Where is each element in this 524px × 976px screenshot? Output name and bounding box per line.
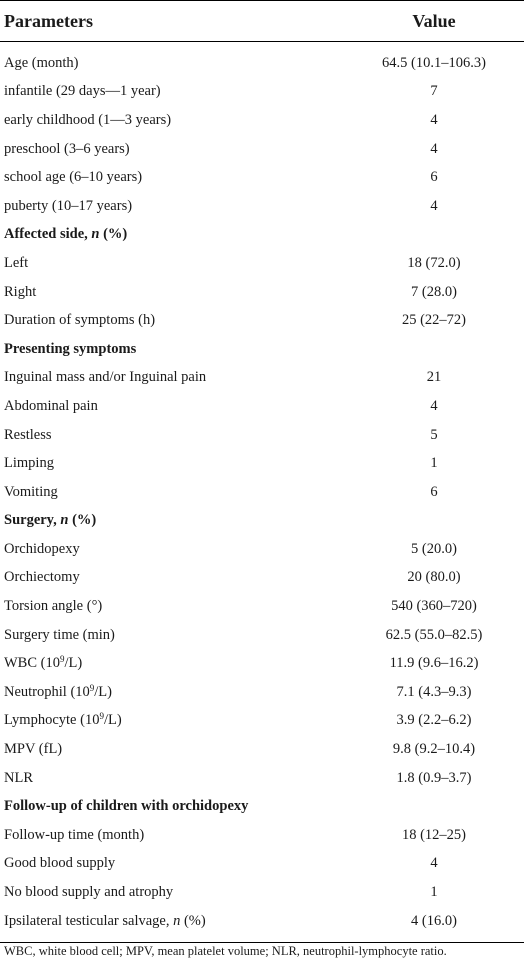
row-value: 1 [430, 884, 438, 901]
header-value: Value [412, 10, 456, 31]
row-label-text: Limping [4, 455, 54, 472]
row-label-tail: /L) [103, 712, 122, 729]
row-value: 18 (72.0) [407, 254, 461, 271]
row-label [0, 398, 344, 415]
row-label [0, 741, 344, 758]
row-label [0, 598, 344, 615]
row-label-text: Follow-up time (month) [4, 826, 145, 843]
row-value: 20 (80.0) [407, 569, 461, 586]
row-label-italic: n [91, 226, 100, 243]
row-value: 4 [430, 111, 438, 128]
row-label-italic: n [60, 512, 69, 529]
row-label [0, 770, 344, 787]
row-label-text: Restless [4, 426, 52, 443]
section-header-row [0, 507, 524, 536]
row-label [0, 569, 344, 586]
section-header-row [0, 221, 524, 250]
row-label-tail: (%) [68, 512, 97, 529]
row-label-text: Abdominal pain [4, 397, 98, 414]
row-label [0, 798, 344, 815]
row-label [0, 855, 344, 872]
row-label-text: Presenting symptoms [4, 340, 137, 357]
row-value: 21 [426, 369, 442, 386]
table-row [0, 592, 524, 621]
row-label-text: puberty (10–17 years) [4, 197, 133, 214]
row-label-superscript: 9 [89, 682, 95, 693]
table-row [0, 364, 524, 393]
table-row [0, 49, 524, 78]
table-row [0, 907, 524, 936]
row-label [0, 627, 344, 644]
table-row [0, 306, 524, 335]
row-label-text: Vomiting [4, 483, 58, 500]
row-value: 1 [430, 455, 438, 472]
table-row [0, 392, 524, 421]
row-label [0, 112, 344, 129]
row-label-text: MPV (fL) [4, 741, 63, 758]
row-label-text: Orchiectomy [4, 569, 80, 586]
row-label [0, 712, 344, 729]
table-row [0, 621, 524, 650]
table-row [0, 449, 524, 478]
row-value: 4 [430, 140, 438, 157]
row-label [0, 341, 344, 358]
row-value: 5 (20.0) [411, 540, 457, 557]
row-label [0, 827, 344, 844]
row-label-text: Neutrophil (10 [4, 683, 90, 700]
row-label [0, 255, 344, 272]
section-header-row [0, 335, 524, 364]
row-label [0, 55, 344, 72]
row-value: 18 (12–25) [401, 826, 467, 843]
row-label-text: Surgery time (min) [4, 626, 115, 643]
table-row [0, 106, 524, 135]
row-label [0, 83, 344, 100]
row-label-text: Ipsilateral testicular salvage, [4, 912, 174, 929]
row-value: 3.9 (2.2–6.2) [396, 712, 472, 729]
table-row [0, 707, 524, 736]
row-label [0, 655, 344, 672]
row-label [0, 455, 344, 472]
table-row [0, 850, 524, 879]
row-label-text: Good blood supply [4, 855, 116, 872]
row-label [0, 427, 344, 444]
row-label-superscript: 9 [99, 711, 104, 722]
row-label [0, 226, 344, 243]
table-row [0, 564, 524, 593]
table-row [0, 478, 524, 507]
row-label-text: school age (6–10 years) [4, 169, 143, 186]
row-label-text: preschool (3–6 years) [4, 140, 130, 157]
row-label-text: NLR [4, 769, 33, 786]
row-label-text: infantile (29 days—1 year) [4, 83, 161, 100]
row-value: 11.9 (9.6–16.2) [389, 655, 479, 672]
row-label-text: WBC (10 [4, 655, 60, 672]
row-label-text: No blood supply and atrophy [4, 884, 174, 901]
row-label-tail: /L) [64, 655, 83, 672]
row-label [0, 141, 344, 158]
row-label [0, 884, 344, 901]
row-label-text: Left [4, 254, 29, 271]
row-label-text: Torsion angle (°) [4, 598, 103, 615]
row-label [0, 484, 344, 501]
row-value: 540 (360–720) [391, 598, 477, 615]
row-value: 9.8 (9.2–10.4) [392, 741, 476, 758]
row-value: 4 (16.0) [411, 912, 457, 929]
table-row [0, 821, 524, 850]
row-value: 6 [430, 169, 438, 186]
table-row [0, 649, 524, 678]
table-row [0, 878, 524, 907]
row-label [0, 369, 344, 386]
row-label-tail: (%) [180, 912, 206, 929]
row-label-tail: (%) [99, 226, 128, 243]
row-value: 7.1 (4.3–9.3) [396, 683, 472, 700]
row-value: 4 [430, 397, 438, 414]
table-body [0, 42, 524, 935]
row-value: 7 (28.0) [411, 283, 457, 300]
row-label-superscript: 9 [59, 654, 65, 665]
row-value: 5 [430, 426, 438, 443]
row-value: 62.5 (55.0–82.5) [385, 626, 483, 643]
table-row [0, 78, 524, 107]
table-row [0, 735, 524, 764]
row-label-text: Duration of symptoms (h) [4, 312, 156, 329]
row-value: 6 [430, 483, 438, 500]
table-row [0, 163, 524, 192]
section-header-row [0, 792, 524, 821]
row-label [0, 312, 344, 329]
row-label [0, 198, 344, 215]
row-label-text: Orchidopexy [4, 540, 80, 557]
table-row [0, 135, 524, 164]
table-row [0, 192, 524, 221]
row-label-text: Age (month) [4, 54, 79, 71]
row-label-text: Inguinal mass and/or Inguinal pain [4, 369, 207, 386]
row-value: 25 (22–72) [401, 312, 467, 329]
row-label [0, 541, 344, 558]
table-row [0, 421, 524, 450]
row-label-text: early childhood (1—3 years) [4, 111, 172, 128]
row-label [0, 169, 344, 186]
row-label-text: Affected side, [4, 226, 92, 243]
row-label-tail: /L) [94, 683, 112, 700]
table-row [0, 535, 524, 564]
row-value: 1.8 (0.9–3.7) [396, 769, 472, 786]
row-value: 7 [430, 83, 438, 100]
row-label [0, 913, 344, 930]
row-value: 64.5 (10.1–106.3) [382, 54, 486, 71]
table-row [0, 764, 524, 793]
row-value: 4 [430, 855, 438, 872]
table-header [0, 1, 524, 41]
row-label-text: Follow-up of children with orchidopexy [4, 798, 249, 815]
table-footnote: WBC, white blood cell; MPV, mean platelet volume; NLR, neutrophil-lymphocyte ratio. [4, 944, 447, 958]
table-row [0, 678, 524, 707]
row-label [0, 684, 344, 701]
table-row [0, 249, 524, 278]
row-label-text: Surgery, [4, 512, 61, 529]
row-label-text: Right [4, 283, 37, 300]
header-parameters: Parameters [4, 10, 93, 31]
row-label [0, 512, 344, 529]
row-label-text: Lymphocyte (10 [4, 712, 100, 729]
row-value: 4 [430, 197, 438, 214]
row-label [0, 284, 344, 301]
row-label-italic: n [173, 912, 181, 929]
table-row [0, 278, 524, 307]
